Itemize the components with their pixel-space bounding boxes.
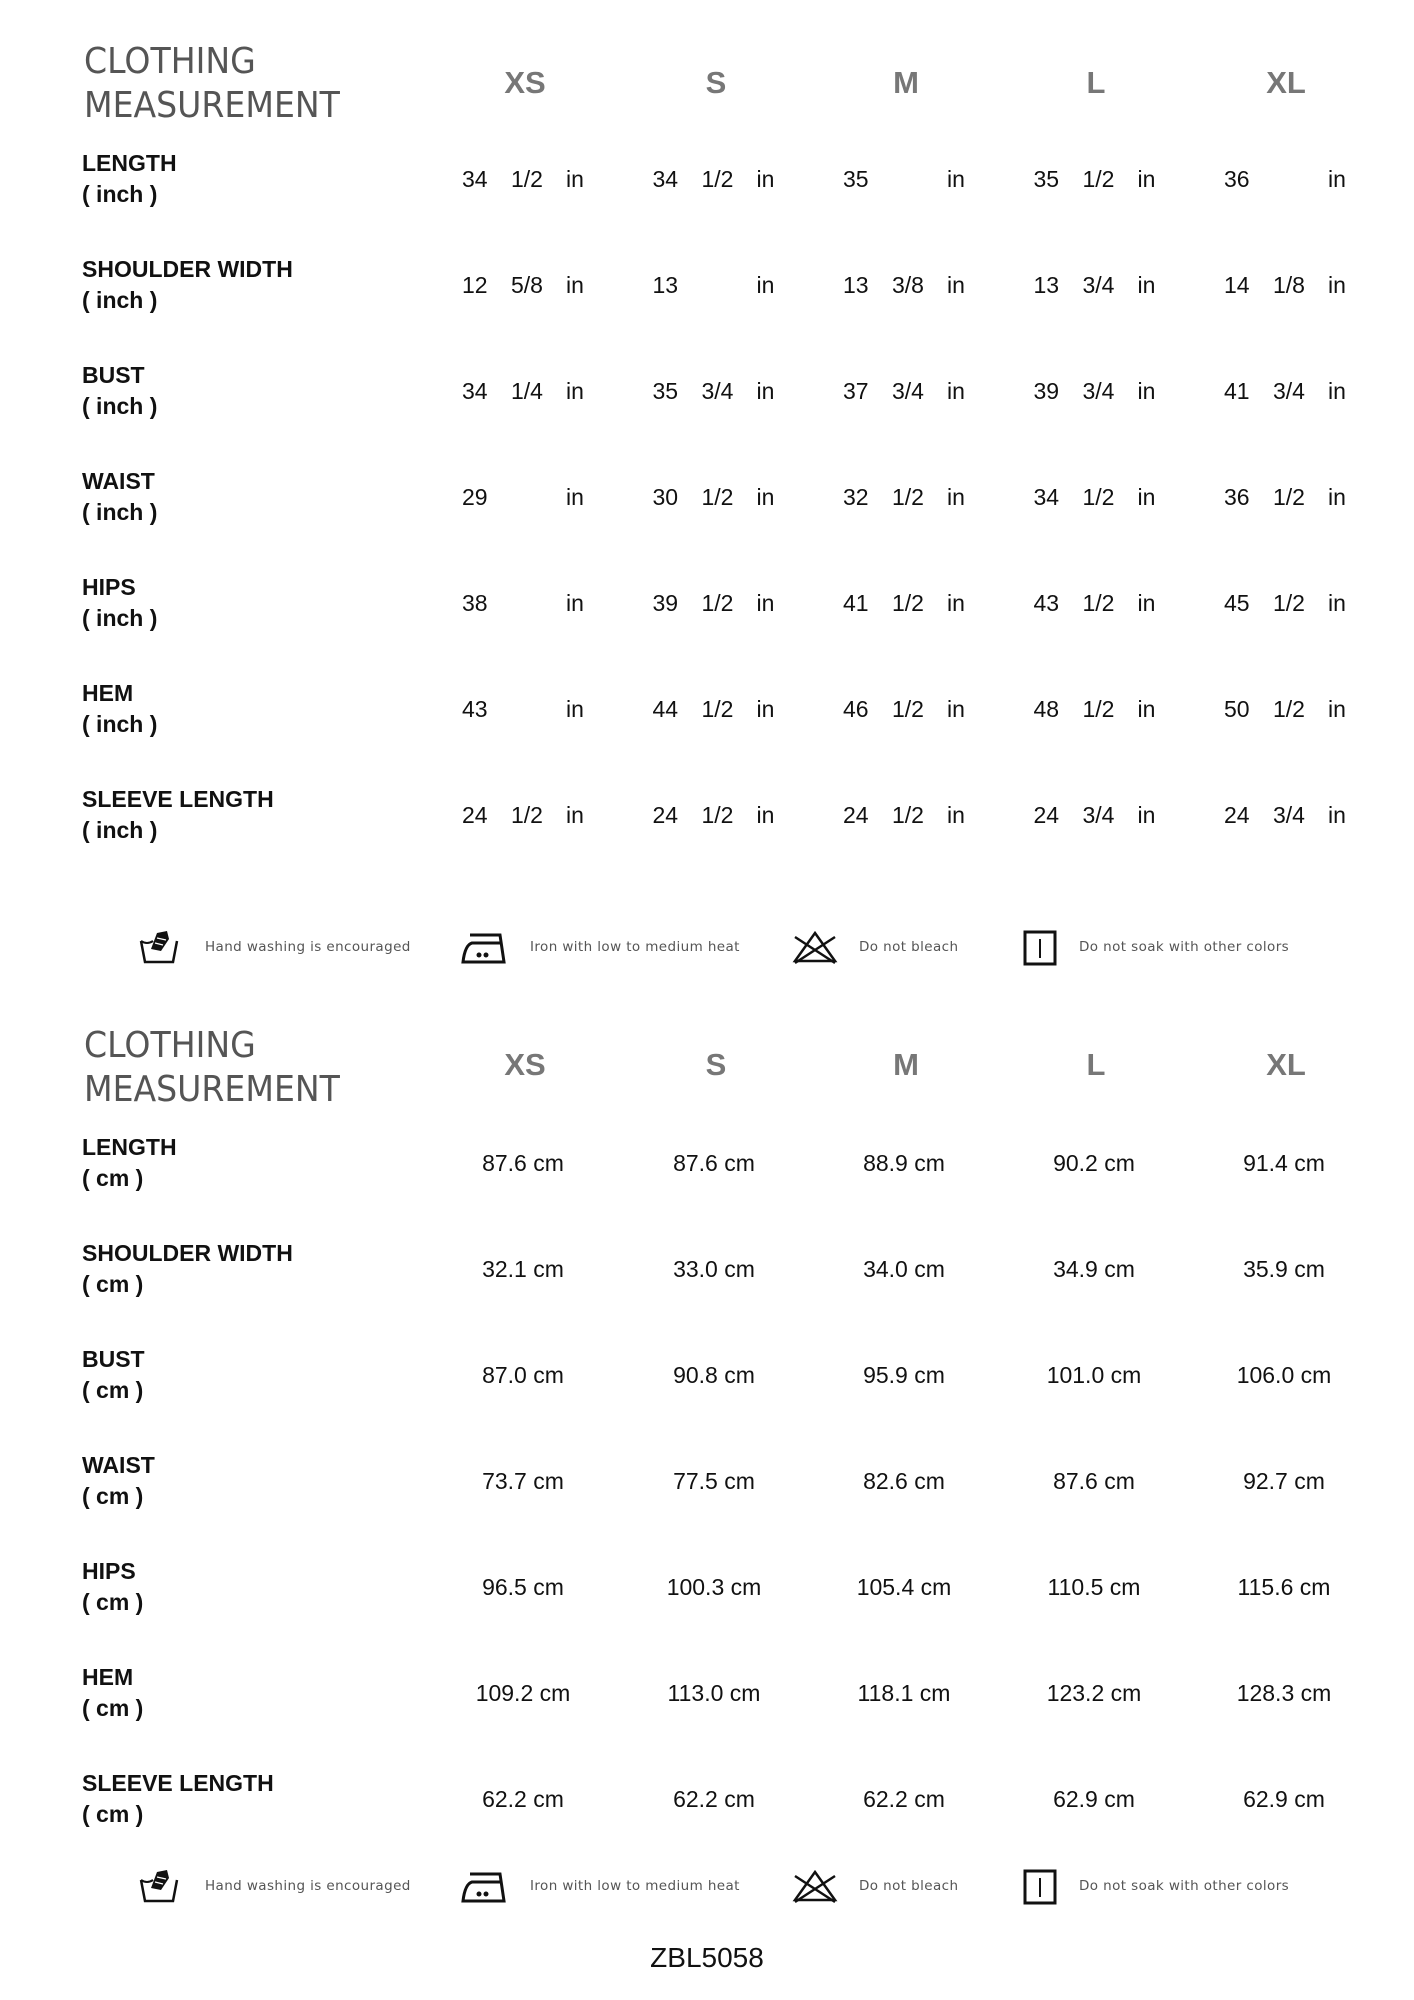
value-cell: 62.2 cm [863, 1786, 945, 1812]
value-cell: 128.3 cm [1236, 1680, 1332, 1706]
value-unit: in [566, 696, 584, 722]
value-cell: 88.9 cm [863, 1150, 945, 1176]
value-unit: in [566, 590, 584, 616]
value-whole: 34 [462, 378, 488, 404]
value-whole: 45 [1224, 590, 1250, 616]
size-header-xl: XL [1266, 65, 1306, 100]
do-not-bleach-icon [790, 929, 834, 965]
value-whole: 13 [652, 272, 679, 298]
value-whole: 43 [462, 696, 488, 722]
value-unit: in [756, 272, 775, 298]
hand-wash-icon [137, 1868, 181, 1904]
row-unit-label: ( inch ) [82, 287, 158, 313]
care-instruction: Hand washing is encouraged [205, 1878, 411, 1894]
value-cell: 33.0 cm [673, 1256, 755, 1282]
value-cell: 32.1 cm [482, 1256, 564, 1282]
value-cell: 34.0 cm [863, 1256, 945, 1282]
value-unit: in [947, 696, 965, 722]
size-header-l: L [1086, 1047, 1106, 1082]
value-unit: in [947, 378, 965, 404]
row-unit-label: ( inch ) [82, 605, 158, 631]
row-label: SHOULDER WIDTH [82, 1240, 293, 1266]
row-unit-label: ( cm ) [82, 1483, 144, 1509]
value-unit: in [1328, 802, 1346, 828]
value-unit: in [1137, 802, 1156, 828]
value-unit: in [756, 696, 775, 722]
value-whole: 24 [843, 802, 869, 828]
value-whole: 24 [462, 802, 488, 828]
row-label: HEM [82, 680, 134, 706]
value-fraction: 1/2 [1273, 484, 1305, 510]
value-cell: 82.6 cm [863, 1468, 945, 1494]
do-not-bleach-icon [790, 1868, 834, 1904]
value-cell: 96.5 cm [482, 1574, 564, 1600]
value-unit: in [756, 590, 775, 616]
value-whole: 24 [1033, 802, 1060, 828]
row-unit-label: ( cm ) [82, 1165, 144, 1191]
size-header-s: S [705, 1047, 727, 1082]
section-title: CLOTHING [84, 1025, 256, 1066]
value-whole: 36 [1224, 166, 1250, 192]
value-cell: 87.6 cm [673, 1150, 755, 1176]
value-fraction: 1/2 [892, 484, 924, 510]
value-unit: in [1328, 590, 1346, 616]
value-fraction: 1/2 [1082, 166, 1115, 192]
row-unit-label: ( inch ) [82, 817, 158, 843]
product-code: ZBL5058 [650, 1942, 764, 1973]
value-whole: 41 [1224, 378, 1250, 404]
value-cell: 35.9 cm [1243, 1256, 1325, 1282]
row-label: SHOULDER WIDTH [82, 256, 293, 282]
value-cell: 87.0 cm [482, 1362, 564, 1388]
value-unit: in [566, 802, 584, 828]
size-header-m: M [893, 65, 919, 100]
value-unit: in [566, 378, 584, 404]
row-label: LENGTH [82, 1134, 177, 1160]
value-cell: 110.5 cm [1047, 1574, 1141, 1600]
hand-wash-icon [137, 929, 181, 965]
value-whole: 48 [1033, 696, 1060, 722]
value-fraction: 1/4 [511, 378, 543, 404]
value-cell: 123.2 cm [1046, 1680, 1142, 1706]
row-unit-label: ( inch ) [82, 499, 158, 525]
section-title-line2: MEASUREMENT [84, 85, 340, 126]
value-fraction: 1/2 [701, 696, 734, 722]
value-whole: 41 [843, 590, 869, 616]
value-cell: 34.9 cm [1053, 1256, 1135, 1282]
value-cell: 100.3 cm [666, 1574, 762, 1600]
value-whole: 43 [1033, 590, 1060, 616]
value-fraction: 1/2 [511, 166, 543, 192]
value-unit: in [1137, 590, 1156, 616]
value-unit: in [1137, 166, 1156, 192]
value-whole: 50 [1224, 696, 1250, 722]
value-whole: 36 [1224, 484, 1250, 510]
row-unit-label: ( inch ) [82, 711, 158, 737]
size-header-xs: XS [504, 1047, 546, 1082]
section-title: CLOTHING [84, 41, 256, 82]
value-cell: 92.7 cm [1243, 1468, 1325, 1494]
row-label: HIPS [82, 574, 136, 600]
value-unit: in [756, 378, 775, 404]
row-label: SLEEVE LENGTH [82, 786, 274, 812]
value-cell: 87.6 cm [482, 1150, 564, 1176]
row-unit-label: ( cm ) [82, 1589, 144, 1615]
value-fraction: 3/4 [1082, 272, 1115, 298]
row-unit-label: ( inch ) [82, 181, 158, 207]
value-fraction: 1/2 [1273, 696, 1305, 722]
value-fraction: 1/2 [701, 590, 734, 616]
value-whole: 13 [1033, 272, 1060, 298]
value-whole: 32 [843, 484, 869, 510]
value-fraction: 5/8 [511, 272, 543, 298]
value-fraction: 1/2 [511, 802, 543, 828]
value-fraction: 1/2 [892, 590, 924, 616]
value-unit: in [756, 484, 775, 510]
value-unit: in [1137, 484, 1156, 510]
value-cell: 105.4 cm [856, 1574, 952, 1600]
value-fraction: 3/4 [1273, 802, 1305, 828]
row-label: WAIST [82, 468, 155, 494]
value-unit: in [756, 802, 775, 828]
value-fraction: 1/2 [892, 802, 924, 828]
value-unit: in [1328, 696, 1346, 722]
value-unit: in [947, 272, 965, 298]
value-unit: in [1328, 166, 1346, 192]
size-header-m: M [893, 1047, 919, 1082]
row-label: BUST [82, 1346, 145, 1372]
row-label: SLEEVE LENGTH [82, 1770, 274, 1796]
value-cell: 106.0 cm [1236, 1362, 1332, 1388]
value-unit: in [566, 166, 584, 192]
value-fraction: 3/8 [892, 272, 924, 298]
value-cell: 77.5 cm [673, 1468, 755, 1494]
value-cell: 62.2 cm [673, 1786, 755, 1812]
value-fraction: 3/4 [892, 378, 924, 404]
row-unit-label: ( inch ) [82, 393, 158, 419]
value-fraction: 1/2 [892, 696, 924, 722]
value-cell: 115.6 cm [1237, 1574, 1331, 1600]
care-instruction: Do not bleach [859, 939, 959, 955]
value-whole: 38 [462, 590, 488, 616]
value-fraction: 1/2 [1082, 590, 1115, 616]
value-cell: 62.9 cm [1243, 1786, 1325, 1812]
row-unit-label: ( cm ) [82, 1377, 144, 1403]
size-header-s: S [705, 65, 727, 100]
do-not-soak-icon [1022, 1868, 1066, 1904]
value-whole: 30 [652, 484, 679, 510]
value-unit: in [566, 272, 584, 298]
value-fraction: 3/4 [1082, 378, 1115, 404]
value-whole: 13 [843, 272, 869, 298]
value-unit: in [1328, 484, 1346, 510]
iron-medium-heat-icon [460, 1868, 504, 1904]
value-whole: 35 [843, 166, 869, 192]
value-whole: 29 [462, 484, 488, 510]
row-unit-label: ( cm ) [82, 1695, 144, 1721]
row-label: HEM [82, 1664, 134, 1690]
value-unit: in [756, 166, 775, 192]
value-unit: in [566, 484, 584, 510]
value-whole: 39 [652, 590, 679, 616]
row-unit-label: ( cm ) [82, 1801, 144, 1827]
value-unit: in [1328, 272, 1346, 298]
value-unit: in [947, 802, 965, 828]
value-cell: 90.2 cm [1053, 1150, 1135, 1176]
value-whole: 35 [652, 378, 679, 404]
value-fraction: 1/8 [1273, 272, 1305, 298]
value-fraction: 1/2 [701, 166, 734, 192]
value-cell: 109.2 cm [475, 1680, 571, 1706]
care-instruction: Do not bleach [859, 1878, 959, 1894]
value-whole: 12 [462, 272, 488, 298]
section-title-line2: MEASUREMENT [84, 1069, 340, 1110]
value-cell: 113.0 cm [667, 1680, 761, 1706]
size-header-l: L [1086, 65, 1106, 100]
size-header-xs: XS [504, 65, 546, 100]
value-cell: 73.7 cm [482, 1468, 564, 1494]
value-cell: 87.6 cm [1053, 1468, 1135, 1494]
value-whole: 24 [1224, 802, 1250, 828]
value-unit: in [1137, 378, 1156, 404]
size-header-xl: XL [1266, 1047, 1306, 1082]
value-cell: 62.9 cm [1053, 1786, 1135, 1812]
value-unit: in [947, 166, 965, 192]
value-unit: in [947, 484, 965, 510]
value-fraction: 3/4 [1082, 802, 1115, 828]
value-whole: 14 [1224, 272, 1250, 298]
value-whole: 46 [843, 696, 869, 722]
care-instruction: Iron with low to medium heat [530, 1878, 740, 1894]
value-cell: 95.9 cm [863, 1362, 945, 1388]
care-instruction: Hand washing is encouraged [205, 939, 411, 955]
value-unit: in [947, 590, 965, 616]
value-unit: in [1137, 696, 1156, 722]
value-fraction: 1/2 [701, 484, 734, 510]
value-fraction: 1/2 [1082, 484, 1115, 510]
value-cell: 90.8 cm [673, 1362, 755, 1388]
row-label: LENGTH [82, 150, 177, 176]
row-unit-label: ( cm ) [82, 1271, 144, 1297]
care-instruction: Do not soak with other colors [1079, 1878, 1290, 1894]
value-unit: in [1328, 378, 1346, 404]
value-cell: 118.1 cm [857, 1680, 951, 1706]
value-whole: 24 [652, 802, 679, 828]
value-cell: 91.4 cm [1243, 1150, 1325, 1176]
value-cell: 101.0 cm [1046, 1362, 1142, 1388]
value-whole: 39 [1033, 378, 1060, 404]
value-fraction: 1/2 [701, 802, 734, 828]
value-fraction: 1/2 [1273, 590, 1305, 616]
value-fraction: 3/4 [1273, 378, 1305, 404]
value-whole: 37 [843, 378, 869, 404]
do-not-soak-icon [1022, 929, 1066, 965]
row-label: HIPS [82, 1558, 136, 1584]
care-instruction: Iron with low to medium heat [530, 939, 740, 955]
value-whole: 34 [1033, 484, 1060, 510]
value-whole: 44 [652, 696, 679, 722]
value-whole: 34 [462, 166, 488, 192]
care-instruction: Do not soak with other colors [1079, 939, 1290, 955]
value-whole: 34 [652, 166, 679, 192]
value-fraction: 3/4 [701, 378, 734, 404]
value-cell: 62.2 cm [482, 1786, 564, 1812]
value-fraction: 1/2 [1082, 696, 1115, 722]
iron-medium-heat-icon [460, 929, 504, 965]
row-label: WAIST [82, 1452, 155, 1478]
row-label: BUST [82, 362, 145, 388]
value-unit: in [1137, 272, 1156, 298]
value-whole: 35 [1033, 166, 1060, 192]
